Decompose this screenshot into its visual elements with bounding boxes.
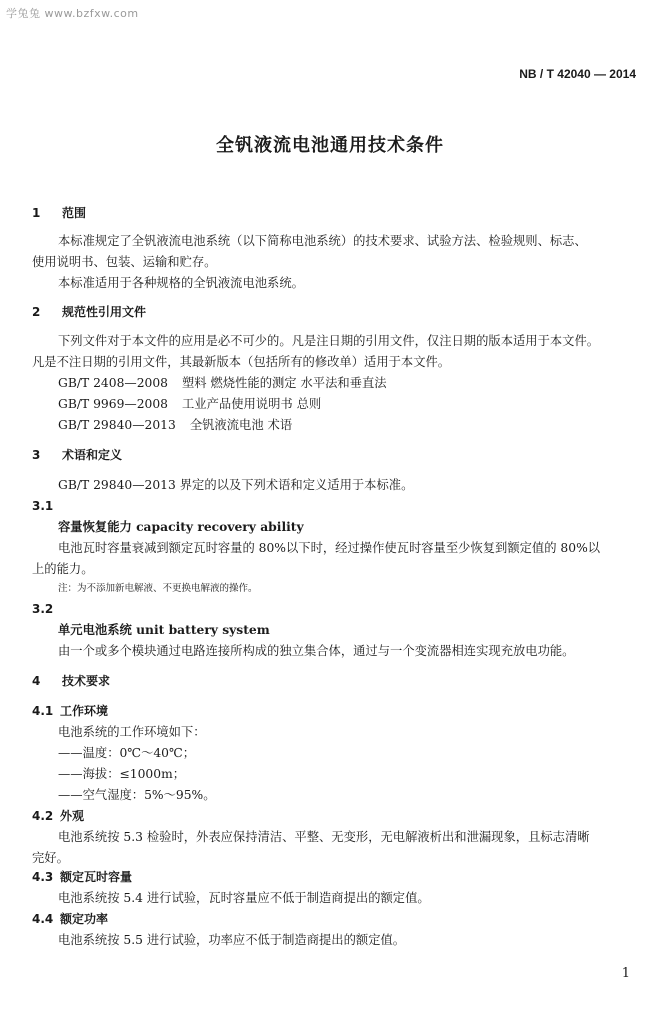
term-title: 容量恢复能力 capacity recovery ability [58,519,304,534]
subsection-title: 额定功率 [60,912,109,926]
term-title: 单元电池系统 unit battery system [58,622,270,637]
subsection-4-2-heading [32,808,84,824]
section-title: 术语和定义 [62,448,123,462]
paragraph-line: 完好。 [32,851,69,865]
subsection-number: 4.3 [32,870,54,884]
reference-item [58,375,387,391]
reference-title: 塑料 燃烧性能的测定 水平法和垂直法 [182,376,387,390]
list-item: ——海拔：≤1000m； [58,767,186,781]
section-1-heading [32,205,86,221]
list-item: ——空气湿度：5%～95%。 [58,788,216,802]
subsection-number: 4.1 [32,704,54,718]
paragraph-line: 凡是不注日期的引用文件，其最新版本（包括所有的修改单）适用于本文件。 [32,355,451,369]
reference-item [58,417,292,433]
subsection-4-3-heading [32,869,132,885]
section-number: 4 [32,674,41,688]
term-definition-line: 由一个或多个模块通过电路连接所构成的独立集合体，通过与一个变流器相连实现充放电功能。 [58,644,575,658]
term-note: 注：为不添加新电解液、不更换电解液的操作。 [58,583,258,594]
term-number: 3.2 [32,602,54,616]
list-item: ——温度：0℃～40℃； [58,746,196,760]
subsection-title: 工作环境 [60,704,109,718]
section-3-heading [32,447,122,463]
paragraph-line: 本标准适用于各种规格的全钒液流电池系统。 [58,276,304,290]
page-number: 1 [621,966,630,981]
subsection-title: 外观 [60,809,85,823]
paragraph-line: 电池系统的工作环境如下： [58,725,206,739]
subsection-number: 4.2 [32,809,54,823]
section-title: 范围 [62,206,87,220]
subsection-4-1-heading [32,703,108,719]
paragraph-line: 电池系统按 5.4 进行试验，瓦时容量应不低于制造商提出的额定值。 [58,891,430,905]
reference-code: GB/T 9969—2008 [58,397,168,411]
paragraph-line: 使用说明书、包装、运输和贮存。 [32,255,217,269]
subsection-title: 额定瓦时容量 [60,870,133,884]
section-number: 1 [32,206,41,220]
paragraph-line: 本标准规定了全钒液流电池系统（以下简称电池系统）的技术要求、试验方法、检验规则、标志、 [58,234,587,248]
reference-code: GB/T 29840—2013 [58,418,176,432]
subsection-4-4-heading [32,911,108,927]
term-number: 3.1 [32,499,54,513]
reference-item [58,396,321,412]
subsection-number: 4.4 [32,912,54,926]
paragraph-line: 电池系统按 5.5 进行试验，功率应不低于制造商提出的额定值。 [58,933,406,947]
term-definition-line: 上的能力。 [32,562,94,576]
standard-code: NB / T 42040 — 2014 [519,67,636,81]
section-title: 规范性引用文件 [62,305,147,319]
reference-title: 全钒液流电池 术语 [189,418,293,432]
paragraph-line: 下列文件对于本文件的应用是必不可少的。凡是注日期的引用文件，仅注日期的版本适用于本文件。 [58,334,600,348]
document-title: 全钒液流电池通用技术条件 [216,135,444,156]
paragraph-line: GB/T 29840—2013 界定的以及下列术语和定义适用于本标准。 [58,478,414,492]
section-4-heading [32,673,110,689]
section-number: 2 [32,305,41,319]
paragraph-line: 电池系统按 5.3 检验时，外表应保持清洁、平整、无变形，无电解液析出和泄漏现象，且标志清晰 [58,830,590,844]
term-definition-line: 电池瓦时容量衰减到额定瓦时容量的 80%以下时，经过操作使瓦时容量至少恢复到额定值的 80%以 [58,541,601,555]
watermark: 学兔兔 www.bzfxw.com [6,7,139,20]
section-title: 技术要求 [62,674,111,688]
section-2-heading [32,304,146,320]
reference-code: GB/T 2408—2008 [58,376,168,390]
reference-title: 工业产品使用说明书 总则 [182,397,322,411]
section-number: 3 [32,448,41,462]
